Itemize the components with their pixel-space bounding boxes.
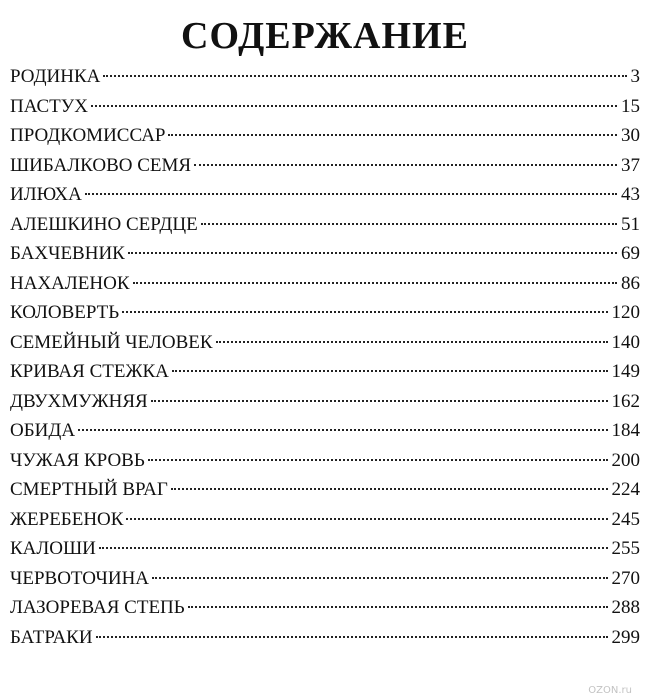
table-of-contents: [10, 62, 640, 652]
toc-entry-page: 149: [611, 361, 640, 382]
toc-entry-page: 184: [611, 420, 640, 441]
toc-entry-title: ЧУЖАЯ КРОВЬ: [10, 449, 145, 471]
toc-entry-page: 43: [621, 184, 640, 205]
watermark: OZON.ru: [588, 685, 632, 696]
dot-leader: [171, 488, 608, 490]
toc-entry: [10, 505, 640, 535]
toc-entry-title: ЧЕРВОТОЧИНА: [10, 567, 150, 589]
toc-entry-title: СЕМЕЙНЫЙ ЧЕЛОВЕК: [10, 331, 213, 353]
toc-entry-title: ЖЕРЕБЕНОК: [10, 508, 124, 530]
toc-entry-title: КРИВАЯ СТЕЖКА: [10, 361, 169, 382]
dot-leader: [96, 636, 608, 638]
dot-leader: [194, 164, 617, 166]
toc-entry: [10, 416, 640, 446]
toc-entry: [10, 593, 640, 623]
toc-entry-page: 15: [621, 95, 640, 117]
toc-entry-title: ШИБАЛКОВО СЕМЯ: [10, 154, 192, 176]
toc-entry-title: КОЛОВЕРТЬ: [10, 302, 120, 323]
dot-leader: [91, 105, 617, 107]
toc-entry: [10, 357, 640, 387]
dot-leader: [152, 577, 607, 579]
toc-entry-title: БАТРАКИ: [10, 626, 93, 648]
toc-entry: [10, 92, 640, 122]
dot-leader: [126, 518, 607, 520]
toc-entry-page: 69: [621, 243, 640, 264]
dot-leader: [128, 252, 617, 254]
toc-entry-page: 37: [621, 154, 640, 176]
toc-entry-title: СМЕРТНЫЙ ВРАГ: [10, 479, 168, 500]
dot-leader: [201, 223, 617, 225]
toc-entry-page: 140: [611, 331, 640, 353]
dot-leader: [148, 459, 608, 461]
toc-entry: [10, 564, 640, 594]
dot-leader: [78, 429, 607, 431]
dot-leader: [151, 400, 608, 402]
toc-entry-page: 162: [611, 390, 640, 412]
toc-entry: [10, 151, 640, 181]
dot-leader: [122, 311, 607, 313]
page-title: СОДЕРЖАНИЕ: [181, 15, 469, 57]
toc-entry: [10, 180, 640, 210]
toc-entry-title: КАЛОШИ: [10, 538, 96, 559]
toc-entry: [10, 623, 640, 653]
toc-entry: [10, 475, 640, 505]
toc-entry: [10, 62, 640, 92]
toc-entry-title: ИЛЮХА: [10, 184, 82, 205]
toc-entry: [10, 239, 640, 269]
toc-entry-page: 200: [611, 449, 640, 471]
toc-entry-title: ОБИДА: [10, 420, 76, 441]
toc-entry: [10, 328, 640, 358]
toc-entry-title: ПАСТУХ: [10, 95, 88, 117]
dot-leader: [172, 370, 608, 372]
toc-entry: [10, 210, 640, 240]
toc-entry-title: ПРОДКОМИССАР: [10, 125, 166, 146]
dot-leader: [188, 606, 608, 608]
toc-entry: [10, 534, 640, 564]
toc-entry-title: ЛАЗОРЕВАЯ СТЕПЬ: [10, 597, 185, 618]
toc-entry-page: 255: [611, 538, 640, 559]
toc-entry-page: 270: [611, 567, 640, 589]
dot-leader: [99, 547, 608, 549]
dot-leader: [168, 134, 617, 136]
toc-entry: [10, 387, 640, 417]
toc-entry-page: 288: [611, 597, 640, 618]
dot-leader: [216, 341, 608, 343]
toc-entry-title: БАХЧЕВНИК: [10, 243, 125, 264]
dot-leader: [85, 193, 617, 195]
toc-entry-page: 245: [611, 508, 640, 530]
toc-entry-title: РОДИНКА: [10, 66, 101, 87]
dot-leader: [133, 282, 618, 284]
toc-entry: [10, 446, 640, 476]
toc-entry-page: 299: [611, 626, 640, 648]
toc-entry-title: НАХАЛЕНОК: [10, 272, 130, 294]
toc-entry-page: 30: [621, 125, 640, 146]
toc-entry-page: 51: [621, 213, 640, 235]
toc-entry-page: 120: [611, 302, 640, 323]
toc-entry-page: 224: [611, 479, 640, 500]
toc-entry: [10, 121, 640, 151]
toc-entry: [10, 298, 640, 328]
toc-entry-page: 86: [621, 272, 640, 294]
toc-entry-title: ДВУХМУЖНЯЯ: [10, 390, 148, 412]
toc-entry: [10, 269, 640, 299]
toc-entry-page: 3: [630, 66, 640, 87]
dot-leader: [103, 75, 626, 77]
toc-entry-title: АЛЕШКИНО СЕРДЦЕ: [10, 213, 198, 235]
